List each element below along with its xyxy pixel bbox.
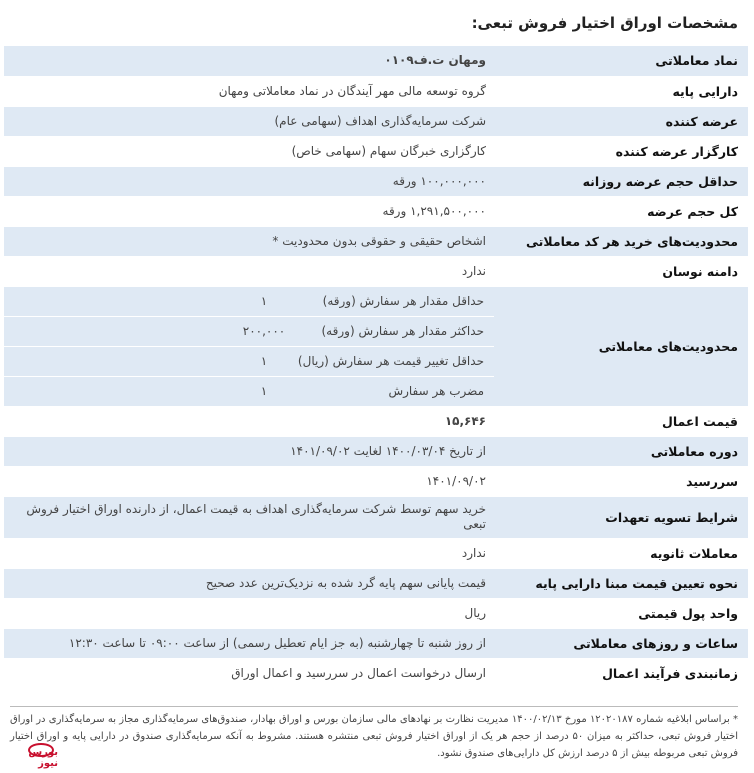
row-value: ومهان ت.ف۰۱۰۹ <box>4 46 494 76</box>
row-label: کل حجم عرضه <box>494 196 748 226</box>
table-row <box>4 166 748 196</box>
row-label: دوره معاملاتی <box>494 436 748 466</box>
row-label: سررسید <box>494 466 748 496</box>
limit-item <box>232 384 486 399</box>
limit-name: حداکثر مقدار هر سفارش (ورقه) <box>321 323 484 338</box>
limit-cell <box>4 376 494 406</box>
table-row <box>4 568 748 598</box>
row-value: شرکت سرمایه‌گذاری اهداف (سهامی عام) <box>4 106 494 136</box>
table-row <box>4 436 748 466</box>
row-value: گروه توسعه مالی مهر آیندگان در نماد معاملاتی ومهان <box>4 76 494 106</box>
table-row <box>4 46 748 76</box>
table-row <box>4 256 748 286</box>
limit-name: حداقل تغییر قیمت هر سفارش (ریال) <box>297 353 484 368</box>
row-label: قیمت اعمال <box>494 406 748 436</box>
table-row <box>4 286 748 316</box>
row-value: ۱۵,۶۴۶ <box>4 406 494 436</box>
row-value: ۱۴۰۱/۰۹/۰۲ <box>4 466 494 496</box>
limit-item <box>232 294 486 309</box>
table-row <box>4 598 748 628</box>
row-label: عرضه کننده <box>494 106 748 136</box>
row-label: کارگزار عرضه کننده <box>494 136 748 166</box>
row-value: ندارد <box>4 538 494 568</box>
row-label: زمانبندی فرآیند اعمال <box>494 658 748 688</box>
page-title: مشخصات اوراق اختیار فروش تبعی: <box>471 14 738 32</box>
table-row <box>4 466 748 496</box>
limit-value: ۱ <box>260 293 268 308</box>
table-row <box>4 106 748 136</box>
row-value: اشخاص حقیقی و حقوقی بدون محدودیت * <box>4 226 494 256</box>
row-label: معاملات ثانویه <box>494 538 748 568</box>
limit-cell <box>4 346 494 376</box>
row-value: ۱۰۰,۰۰۰,۰۰۰ ورقه <box>4 166 494 196</box>
row-label: نحوه تعیین قیمت مبنا دارایی پایه <box>494 568 748 598</box>
row-value: قیمت پایانی سهم پایه گرد شده به نزدیک‌ترین عدد صحیح <box>4 568 494 598</box>
row-value: ارسال درخواست اعمال در سررسید و اعمال اوراق <box>4 658 494 688</box>
row-label: شرایط تسویه تعهدات <box>494 496 748 538</box>
table-row <box>4 538 748 568</box>
table-row <box>4 196 748 226</box>
table-row <box>4 226 748 256</box>
limit-value: ۲۰۰,۰۰۰ <box>242 323 286 338</box>
row-value: از روز شنبه تا چهارشنبه (به جز ایام تعطیل رسمی) از ساعت ۰۹:۰۰ تا ساعت ۱۲:۳۰ <box>4 628 494 658</box>
table-row <box>4 136 748 166</box>
limit-name: حداقل مقدار هر سفارش (ورقه) <box>322 293 484 308</box>
limit-item <box>232 324 486 339</box>
footnote: * براساس ابلاغیه شماره ۱۲۰۲۰۱۸۷ مورخ ۱۴۰۰/۰۲/۱۳ مدیریت نظارت بر نهادهای مالی سازمان بورس و اوراق بهادار، صندوق‌های سرمایه‌گذاری مجاز به سرمایه‌گذاری در اوراق اختیار فروش تبعی، حداکثر به میزان ۵۰ درصد از حجم هر یک از اوراق اختیار فروش تبعی منتشره هستند. مشروط به آنکه سرمایه‌گذاری صندوق در دارایی پایه و اوراق اختیار فروش تبعی مربوطه بیش از ۵ درصد ارزش کل دارایی‌های صندوق نشود. <box>10 706 738 762</box>
spec-table <box>4 46 748 689</box>
limits-label: محدودیت‌های معاملاتی <box>494 286 748 406</box>
table-row <box>4 628 748 658</box>
row-label: محدودیت‌های خرید هر کد معاملاتی <box>494 226 748 256</box>
row-label: حداقل حجم عرضه روزانه <box>494 166 748 196</box>
row-label: ساعات و روزهای معاملاتی <box>494 628 748 658</box>
brand-logo <box>6 743 58 769</box>
limit-item <box>232 354 486 369</box>
table-row <box>4 76 748 106</box>
row-label: نماد معاملاتی <box>494 46 748 76</box>
row-value: ریال <box>4 598 494 628</box>
limit-name: مضرب هر سفارش <box>388 383 484 398</box>
row-label: دامنه نوسان <box>494 256 748 286</box>
limit-cell <box>4 286 494 316</box>
row-label: واحد پول قیمتی <box>494 598 748 628</box>
row-value: کارگزاری خبرگان سهام (سهامی خاص) <box>4 136 494 166</box>
row-value: از تاریخ ۱۴۰۰/۰۳/۰۴ لغایت ۱۴۰۱/۰۹/۰۲ <box>4 436 494 466</box>
table-row <box>4 406 748 436</box>
row-value: خرید سهم توسط شرکت سرمایه‌گذاری اهداف به قیمت اعمال، از دارنده اوراق اختیار فروش تبعی <box>4 496 494 538</box>
row-label: دارایی پایه <box>494 76 748 106</box>
limit-cell <box>4 316 494 346</box>
row-value: ندارد <box>4 256 494 286</box>
limit-value: ۱ <box>260 383 268 398</box>
brand-name: بورس نیوز <box>28 747 58 769</box>
table-row <box>4 658 748 688</box>
row-value: ۱,۲۹۱,۵۰۰,۰۰۰ ورقه <box>4 196 494 226</box>
limit-value: ۱ <box>260 353 268 368</box>
table-row <box>4 496 748 538</box>
